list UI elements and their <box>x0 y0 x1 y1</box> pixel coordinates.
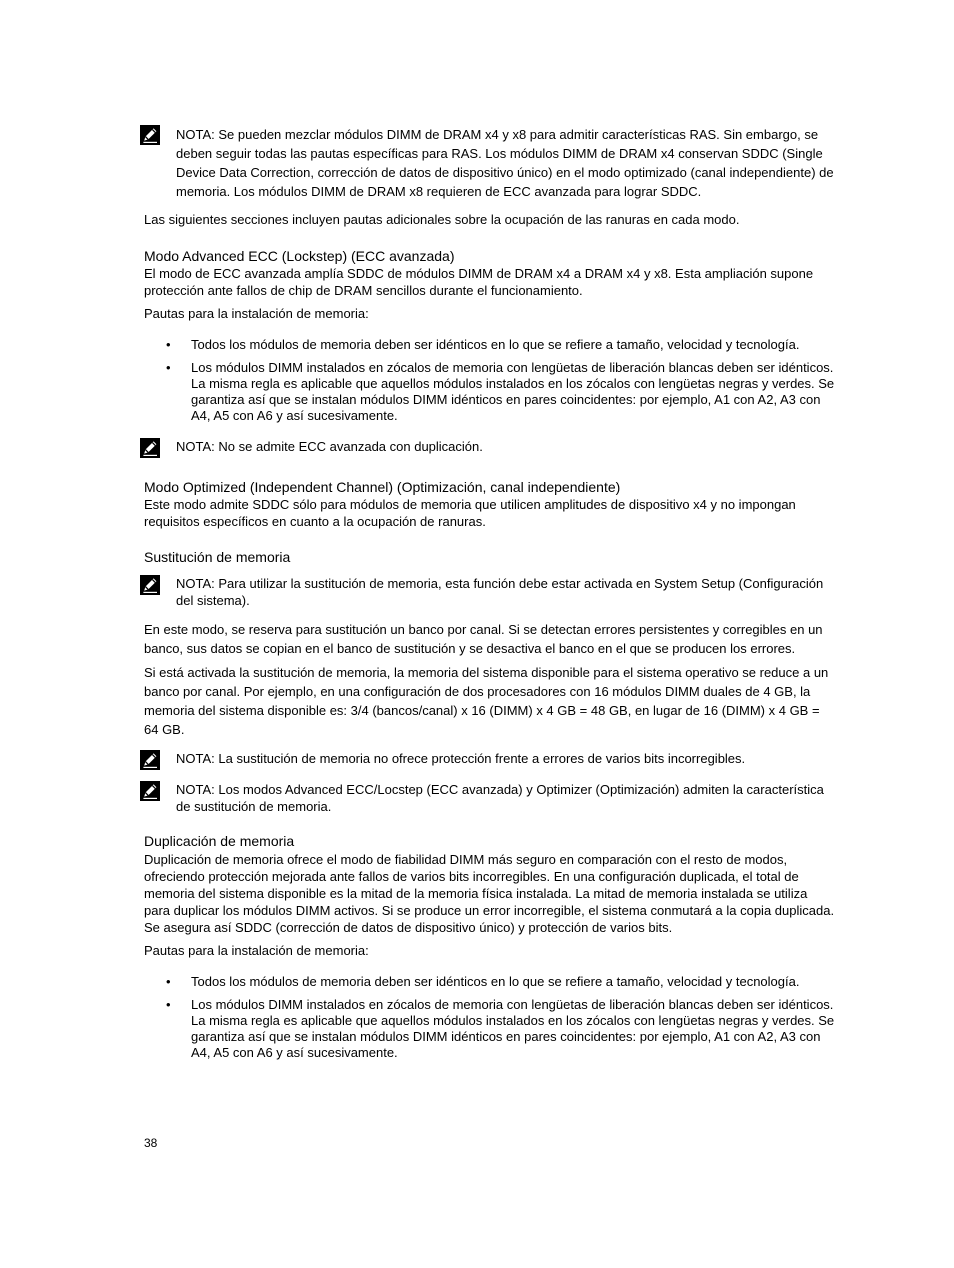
note-label: NOTA: <box>176 439 215 454</box>
note-text: Se pueden mezclar módulos DIMM de DRAM x4 y x8 para admitir características RAS. Sin embargo, se deben seguir todas las pautas específicas para RAS. Los módulos DIMM de DRAM x4 conservan SDDC (Single Device Data Correction, corrección de datos de dispositivo único) en el modo optimizado (canal independiente) de memoria. Los módulos DIMM de DRAM x8 requieren de ECC avanzada para lograr SDDC. <box>176 127 834 199</box>
page-number: 38 <box>144 1136 158 1150</box>
advanced-ecc-body: El modo de ECC avanzada amplía SDDC de módulos DIMM de DRAM x4 a DRAM x4 y x8. Esta ampliación supone protección ante fallos de chip de DRAM sencillos durante el funcionamiento. <box>144 266 814 298</box>
mirroring-guidelines-label: Pautas para la instalación de memoria: <box>144 943 369 958</box>
list-item: • Los módulos DIMM instalados en zócalos de memoria con lengüetas de liberación blancas deben ser idénticos. La misma regla es aplicable que aquellos módulos instalados en los zócalos con lengüetas negras y verdes. Se garantiza así que se instalan módulos DIMM idénticos en pares coincidentes: por ejemplo, A1 con A2, A3 con A4, A5 con A6 y así sucesivamente. <box>144 997 838 1061</box>
intro-paragraph: Las siguientes secciones incluyen pautas adicionales sobre la ocupación de las ranuras en cada modo. <box>144 212 740 227</box>
advanced-ecc-guidelines-list <box>144 337 838 431</box>
advanced-ecc-guidelines-label: Pautas para la instalación de memoria: <box>144 306 369 321</box>
list-item: • Los módulos DIMM instalados en zócalos de memoria con lengüetas de liberación blancas deben ser idénticos. La misma regla es aplicable que aquellos módulos instalados en los zócalos con lengüetas negras y verdes. Se garantiza así que se instalan módulos DIMM idénticos en pares coincidentes: por ejemplo, A1 con A2, A3 con A4, A5 con A6 y así sucesivamente. <box>144 360 838 424</box>
note-label: NOTA: <box>176 576 215 591</box>
heading-advanced-ecc: Modo Advanced ECC (Lockstep) (ECC avanzada) <box>144 248 455 264</box>
note-text: Los modos Advanced ECC/Locstep (ECC avanzada) y Optimizer (Optimización) admiten la característica de sustitución de memoria. <box>176 782 824 814</box>
heading-mirroring: Duplicación de memoria <box>144 833 295 849</box>
note-pencil-icon <box>140 125 160 145</box>
heading-optimized: Modo Optimized (Independent Channel) (Optimización, canal independiente) <box>144 479 621 495</box>
mirroring-guidelines-list <box>144 974 838 1068</box>
optimized-body: Este modo admite SDDC sólo para módulos de memoria que utilicen amplitudes de dispositivo x4 y no impongan requisitos específicos en cuanto a la ocupación de ranuras. <box>144 497 796 529</box>
note-label: NOTA: <box>176 782 215 797</box>
note-label: NOTA: <box>176 127 215 142</box>
list-item: • Todos los módulos de memoria deben ser idénticos en lo que se refiere a tamaño, velocidad y tecnología. <box>144 974 838 990</box>
note-text: La sustitución de memoria no ofrece protección frente a errores de varios bits incorregibles. <box>218 751 746 766</box>
note-text: No se admite ECC avanzada con duplicación. <box>218 439 483 454</box>
note-pencil-icon <box>140 438 160 458</box>
note-pencil-icon <box>140 750 160 770</box>
note-pencil-icon <box>140 575 160 595</box>
note-pencil-icon <box>140 781 160 801</box>
heading-sparing: Sustitución de memoria <box>144 549 291 565</box>
mirroring-body: Duplicación de memoria ofrece el modo de fiabilidad DIMM más seguro en comparación con el resto de modos, ofreciendo protección mejorada ante fallos de varios bits incorregibles. En una configuración duplicada, el total de memoria del sistema disponible es la mitad de la memoria física instalada. La mitad de memoria instalada se utiliza para duplicar los módulos DIMM activos. Si se produce un error incorregible, el sistema conmutará a la copia duplicada. Se asegura así SDDC (corrección de datos de dispositivo único) y protección de varios bits. <box>144 852 835 935</box>
list-item: • Todos los módulos de memoria deben ser idénticos en lo que se refiere a tamaño, velocidad y tecnología. <box>144 337 838 353</box>
sparing-paragraph-2: Si está activada la sustitución de memoria, la memoria del sistema disponible para el sistema operativo se reduce a un banco por canal. Por ejemplo, en una configuración de dos procesadores con 16 módulos DIMM duales de 4 GB, la memoria del sistema disponible es: 3/4 (bancos/canal) x 16 (DIMM) x 4 GB = 48 GB, en lugar de 16 (DIMM) x 4 GB = 64 GB. <box>144 665 829 737</box>
note-label: NOTA: <box>176 751 215 766</box>
sparing-paragraph-1: En este modo, se reserva para sustitución un banco por canal. Si se detectan errores persistentes y corregibles en un banco, sus datos se copian en el banco de sustitución y se desactiva el banco en el que se producen los errores. <box>144 622 823 656</box>
note-text: Para utilizar la sustitución de memoria, esta función debe estar activada en System Setup (Configuración del sistema). <box>176 576 824 608</box>
